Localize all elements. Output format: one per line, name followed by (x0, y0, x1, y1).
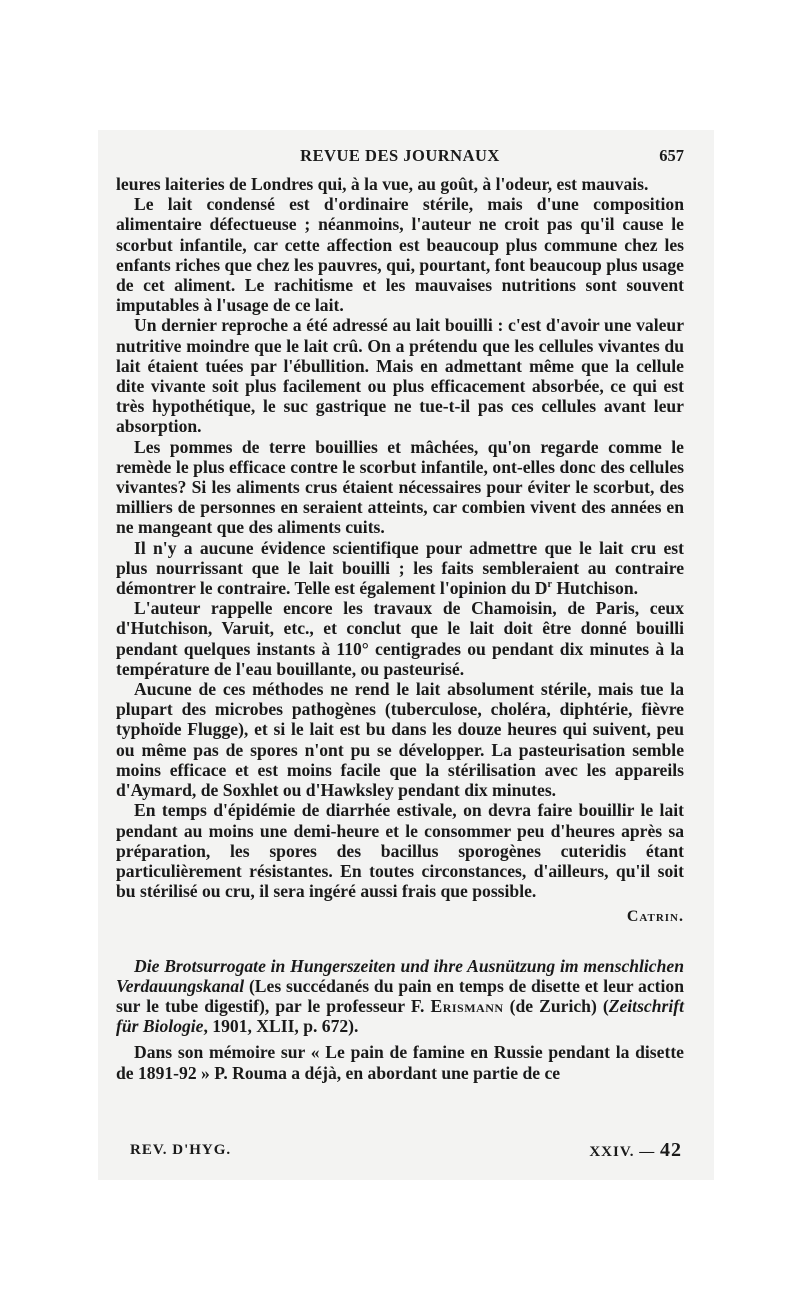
article-body (116, 174, 684, 1083)
paragraph-5-superscript: r (547, 579, 552, 591)
footer-volume-label: XXIV. — (589, 1144, 660, 1160)
paragraph-1: leures laiteries de Londres qui, à la vue, au goût, à l'odeur, est mauvais. (116, 174, 649, 194)
paragraph-3: Un dernier reproche a été adressé au lait bouilli : c'est d'avoir une valeur nutritive moindre que le lait crû. On a prétendu que les cellules vivantes du lait étaient tuées par l'ébullition. Mais en admettant même que la cellule dite vivante soit plus facilement ou plus efficacement absorbée, ce qui est très hypothétique, le suc gastrique ne tue-t-il pas ces cellules avant leur absorption. (116, 315, 684, 437)
page-number: 657 (659, 146, 684, 165)
bibliographic-reference (116, 956, 684, 1037)
paragraph-7: Aucune de ces méthodes ne rend le lait absolument stérile, mais tue la plupart des microbes pathogènes (tuberculose, choléra, diphtérie, fièvre typhoïde Flugge), et si le lait est bu dans les douze heures qui suivent, peu ou même pas de spores n'ont pu se développer. La pasteurisation semble moins efficace et est moins facile que la stérilisation avec les appareils d'Aymard, de Soxhlet ou d'Hawksley pendant dix minutes. (116, 679, 684, 801)
footer-sheet-number: 42 (660, 1139, 682, 1161)
paragraph-last: Dans son mémoire sur « Le pain de famine en Russie pendant la disette de 1891-92 » P. Rouma a déjà, en abordant une partie de ce (116, 1042, 684, 1083)
paragraph-4: Les pommes de terre bouillies et mâchées, qu'on regarde comme le remède le plus efficace contre le scorbut infantile, ont-elles donc des cellules vivantes? Si les aliments crus étaient nécessaires pour éviter le scorbut, des milliers de personnes en seraient atteints, car combien vivent des années en ne mangeant que des aliments cuits. (116, 436, 684, 538)
paragraph-6: L'auteur rappelle encore les travaux de Chamoisin, de Paris, ceux d'Hutchison, Varuit, etc., et conclut que le lait doit être donné bouilli pendant quelques instants à 110° centigrades ou pendant dix minutes à la température de l'eau bouillante, ou pasteurisé. (116, 598, 684, 679)
footer-journal: REV. D'HYG. (130, 1142, 232, 1158)
reference-citation: , 1901, XLII, p. 672). (203, 1016, 359, 1037)
page-footer (116, 1139, 684, 1166)
paragraph-5 (116, 538, 684, 599)
reference-journal: Zeitschrift für Biologie (116, 995, 684, 1037)
footer-volume (589, 1139, 682, 1162)
reference-description: (Les succédanés du pain en temps de disette et leur action sur le tube digestif), par le professeur F. (116, 975, 684, 1016)
paragraph-5-text: Il n'y a aucune évidence scientifique pour admettre que le lait cru est plus nourrissant que le lait bouilli ; les faits sembleraient au contraire démontrer le contraire. Telle est également l'opinion du D (116, 537, 684, 599)
reference-title: Die Brotsurrogate in Hungerszeiten und ihre Ausnützung im menschlichen Verdauungskanal (116, 955, 684, 996)
paragraph-2: Le lait condensé est d'ordinaire stérile, mais d'une composition alimentaire défectueuse ; néanmoins, l'auteur ne croit pas qu'il cause le scorbut infantile, car cette affection est beaucoup plus commune chez les enfants riches que chez les pauvres, qui, pourtant, font beaucoup plus usage de cet aliment. Le rachitisme et les mauvaises nutritions sont souvent imputables à l'usage de ce lait. (116, 194, 684, 316)
paragraph-8: En temps d'épidémie de diarrhée estivale, on devra faire bouillir le lait pendant au moins une demi-heure et le consommer peu d'heures après sa préparation, les spores des bacillus sporogènes cuteridis étant particulièrement résistantes. En toutes circonstances, d'ailleurs, qu'il soit bu stérilisé ou cru, il sera ingéré aussi frais que possible. (116, 800, 684, 902)
running-title: REVUE DES JOURNAUX (300, 146, 500, 165)
reference-description-2: (de Zurich) ( (503, 995, 609, 1016)
paragraph-5-tail: Hutchison. (551, 578, 639, 599)
author-signature: Catrin. (626, 908, 684, 926)
reference-author: Erismann (430, 995, 504, 1016)
page-header (116, 146, 684, 168)
